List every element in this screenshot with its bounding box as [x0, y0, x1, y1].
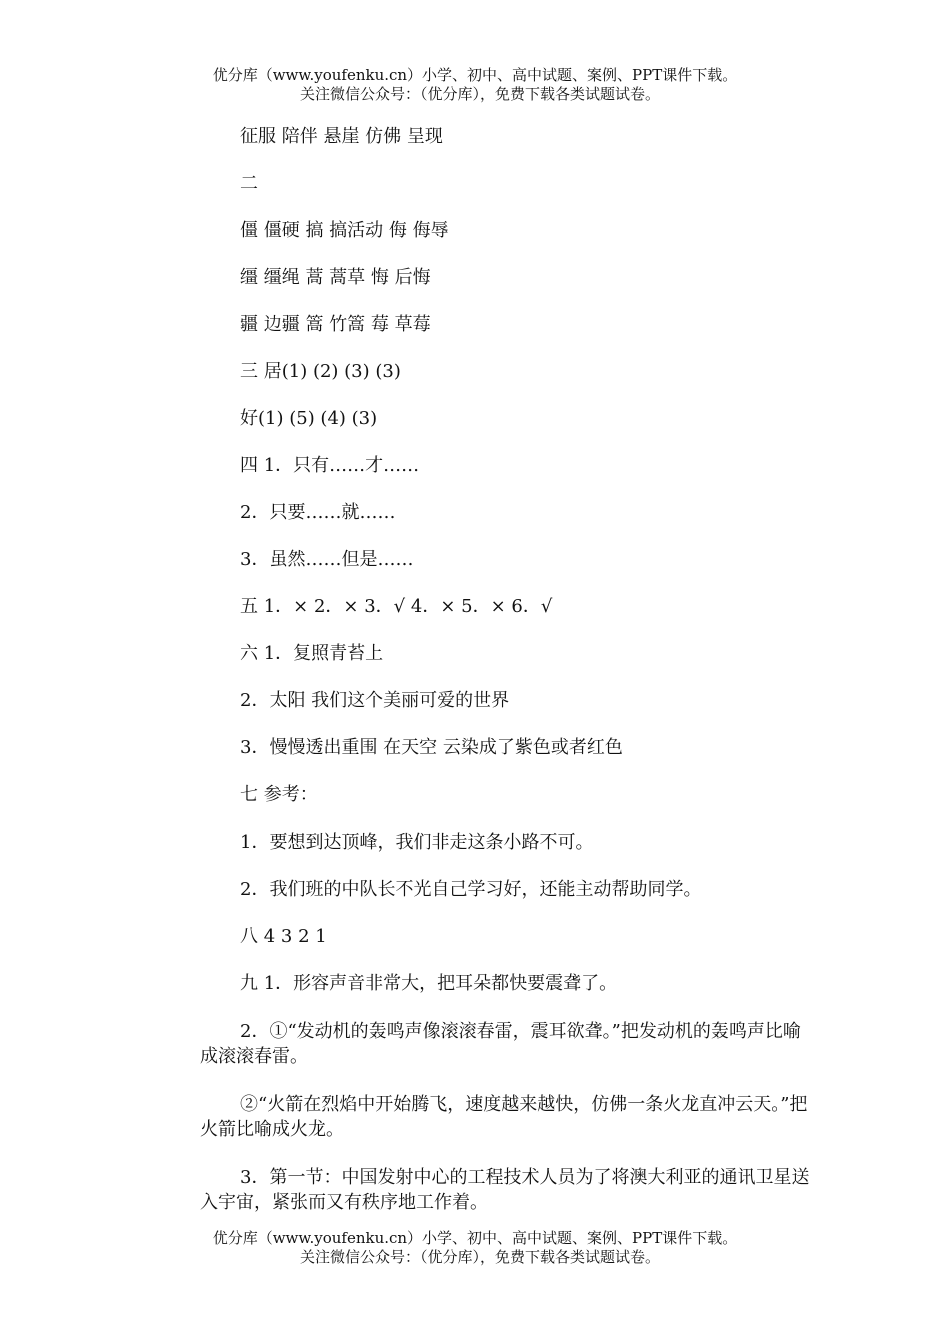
answer-line: 八 4 3 2 1 [240, 926, 327, 947]
answer-line: 2．太阳 我们这个美丽可爱的世界 [240, 690, 510, 711]
answer-line: 二 [240, 173, 258, 194]
answer-line: 六 1．复照青苔上 [240, 643, 384, 664]
answer-line: 四 1．只有……才…… [240, 455, 420, 476]
answer-paragraph: 2．①“发动机的轰鸣声像滚滚春雷，震耳欲聋。”把发动机的轰鸣声比喻成滚滚春雷。 [200, 1021, 801, 1067]
header-line-1: 优分库（www.youfenku.cn）小学、初中、高中试题、案例、PPT课件下载。 [212, 66, 738, 84]
answer-line: 缰 缰绳 蒿 蒿草 悔 后悔 [240, 267, 431, 288]
answer-line: 三 居(1) (2) (3) (3) [240, 361, 401, 382]
answer-line: 九 1．形容声音非常大，把耳朵都快要震聋了。 [240, 973, 618, 994]
page-footer [0, 1229, 950, 1267]
answer-line: 僵 僵硬 搞 搞活动 侮 侮辱 [240, 220, 449, 241]
page-header [0, 66, 950, 104]
answer-line: 七 参考： [240, 784, 318, 805]
answer-paragraph: ②“火箭在烈焰中开始腾飞，速度越来越快，仿佛一条火龙直冲云天。”把火箭比喻成火龙。 [200, 1094, 808, 1140]
answer-line: 疆 边疆 篙 竹篙 莓 草莓 [240, 314, 431, 335]
answer-line: 好(1) (5) (4) (3) [240, 408, 378, 429]
answer-line: 五 1．× 2．× 3．√ 4．× 5．× 6．√ [240, 596, 553, 617]
answer-line: 2．只要……就…… [240, 502, 396, 523]
answer-line: 3．慢慢透出重围 在天空 云染成了紫色或者红色 [240, 737, 623, 758]
answer-line: 2．我们班的中队长不光自己学习好，还能主动帮助同学。 [240, 879, 702, 900]
header-line-2: 关注微信公众号：（优分库），免费下载各类试题试卷。 [299, 85, 660, 103]
footer-line-2: 关注微信公众号：（优分库），免费下载各类试题试卷。 [299, 1248, 660, 1266]
answer-paragraph: 3．第一节：中国发射中心的工程技术人员为了将澳大利亚的通讯卫星送入宇宙，紧张而又有秩序地工作着。 [200, 1167, 810, 1213]
answer-line: 征服 陪伴 悬崖 仿佛 呈现 [240, 126, 443, 147]
footer-line-1: 优分库（www.youfenku.cn）小学、初中、高中试题、案例、PPT课件下载。 [212, 1229, 738, 1247]
answer-line: 1．要想到达顶峰，我们非走这条小路不可。 [240, 832, 594, 853]
answer-line: 3．虽然……但是…… [240, 549, 414, 570]
